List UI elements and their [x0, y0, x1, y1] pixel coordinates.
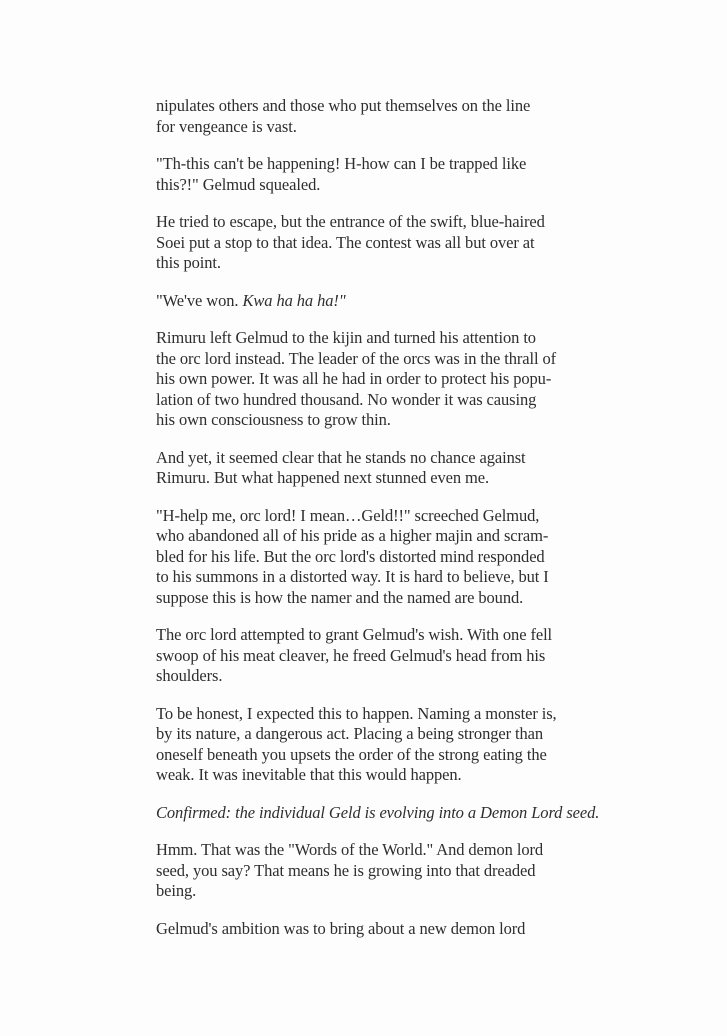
text-segment: Rimuru left Gelmud to the kijin and turned his attention to: [156, 328, 536, 347]
text-line: [156, 117, 608, 138]
paragraph: [156, 919, 608, 940]
text-line: [156, 704, 608, 725]
text-segment: the orc lord instead. The leader of the orcs was in the thrall of: [156, 348, 557, 368]
text-segment: oneself beneath you upsets the order of the strong eating the: [156, 744, 547, 764]
text-segment: being.: [156, 881, 197, 900]
text-segment: this?!" Gelmud squealed.: [156, 174, 321, 194]
text-segment: for vengeance is vast.: [156, 116, 297, 136]
text-segment: Soei put a stop to that idea. The contest was all but over at: [156, 232, 535, 252]
paragraph: [156, 625, 608, 687]
text-line: [156, 506, 608, 527]
text-segment: The orc lord attempted to grant Gelmud's wish. With one fell: [156, 625, 553, 644]
text-line: [156, 154, 608, 175]
text-line: [156, 175, 608, 196]
text-line: [156, 724, 608, 745]
text-line: [156, 765, 608, 786]
text-line: [156, 547, 608, 568]
paragraph: [156, 704, 608, 786]
text-line: [156, 567, 608, 588]
text-segment: To be honest, I expected this to happen. Naming a monster is,: [156, 703, 557, 723]
paragraph: [156, 154, 608, 195]
text-line: [156, 410, 608, 431]
text-segment: who abandoned all of his pride as a higher majin and scram-: [156, 526, 549, 545]
text-segment: shoulders.: [156, 666, 223, 685]
text-line: [156, 253, 608, 274]
text-line: [156, 448, 608, 469]
text-line: [156, 646, 608, 667]
text-line: [156, 369, 608, 390]
text-segment: "We've won.: [156, 290, 243, 310]
text-segment: lation of two hundred thousand. No wonder it was causing: [156, 389, 537, 409]
italic-text-segment: Kwa ha ha ha!": [242, 290, 346, 310]
text-line: [156, 526, 608, 547]
text-line: [156, 349, 608, 370]
text-segment: by its nature, a dangerous act. Placing a being stronger than: [156, 724, 544, 743]
text-segment: his own consciousness to grow thin.: [156, 410, 391, 429]
text-line: [156, 96, 608, 117]
text-segment: Hmm. That was the "Words of the World." And demon lord: [156, 840, 544, 859]
text-line: [156, 468, 608, 489]
text-segment: bled for his life. But the orc lord's distorted mind responded: [156, 546, 545, 566]
text-line: [156, 625, 608, 646]
paragraph: [156, 328, 608, 431]
text-line: [156, 666, 608, 687]
text-segment: weak. It was inevitable that this would happen.: [156, 765, 462, 784]
text-line: [156, 840, 608, 861]
text-line: [156, 328, 608, 349]
text-segment: his own power. It was all he had in order to protect his popu-: [156, 369, 552, 388]
italic-text-segment: Confirmed: the individual Geld is evolving into a Demon Lord seed.: [156, 802, 600, 822]
text-line: [156, 881, 608, 902]
text-line: [156, 291, 608, 312]
text-segment: seed, you say? That means he is growing into that dreaded: [156, 860, 536, 880]
page-text: [156, 96, 608, 939]
paragraph: [156, 506, 608, 609]
text-segment: "Th-this can't be happening! H-how can I be trapped like: [156, 154, 527, 173]
text-segment: Gelmud's ambition was to bring about a new demon lord: [156, 918, 526, 938]
text-segment: this point.: [156, 253, 221, 272]
paragraph: [156, 212, 608, 274]
text-line: [156, 745, 608, 766]
text-segment: suppose this is how the namer and the named are bound.: [156, 587, 524, 607]
text-line: [156, 233, 608, 254]
text-segment: "H-help me, orc lord! I mean…Geld!!" screeched Gelmud,: [156, 505, 540, 525]
text-segment: And yet, it seemed clear that he stands no chance against: [156, 447, 526, 467]
text-line: [156, 390, 608, 411]
paragraph: [156, 291, 608, 312]
text-segment: He tried to escape, but the entrance of the swift, blue-haired: [156, 212, 545, 231]
text-line: [156, 861, 608, 882]
text-segment: Rimuru. But what happened next stunned even me.: [156, 468, 490, 487]
text-segment: to his summons in a distorted way. It is hard to believe, but I: [156, 567, 549, 586]
text-segment: nipulates others and those who put themselves on the line: [156, 96, 531, 115]
paragraph: [156, 840, 608, 902]
paragraph: [156, 803, 608, 824]
text-line: [156, 588, 608, 609]
text-line: [156, 803, 608, 824]
text-line: [156, 212, 608, 233]
text-line: [156, 919, 608, 940]
text-segment: swoop of his meat cleaver, he freed Gelmud's head from his: [156, 645, 546, 665]
paragraph: [156, 96, 608, 137]
paragraph: [156, 448, 608, 489]
